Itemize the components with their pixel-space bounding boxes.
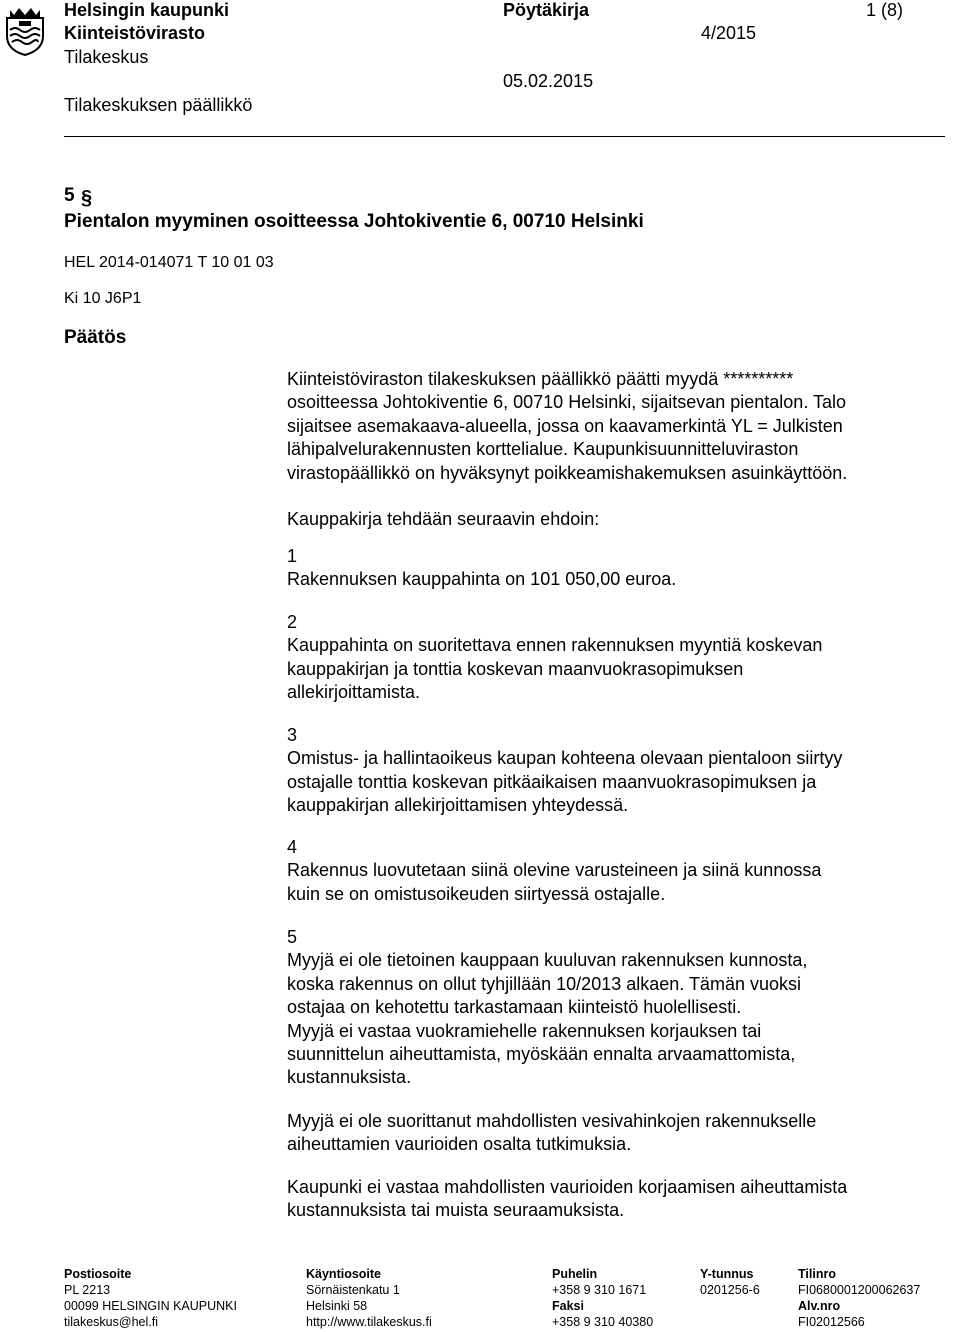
section-title: Pientalon myyminen osoitteessa Johtokiventie 6, 00710 Helsinki [64, 211, 644, 232]
term-line: Rakennuksen kauppahinta on 101 050,00 euroa. [287, 569, 677, 590]
extra-line: Kaupunki ei vastaa mahdollisten vaurioiden korjaamisen aiheuttamista [287, 1177, 848, 1197]
extra-line: Myyjä ei ole suorittanut mahdollisten vesivahinkojen rakennukselle [287, 1111, 817, 1131]
footer-value: FI02012566 [798, 1315, 865, 1329]
unit-name: Tilakeskus [64, 47, 149, 67]
term-number: 5 [287, 927, 298, 947]
footer-value: +358 9 310 1671 [552, 1283, 647, 1297]
term-line: Myyjä ei vastaa vuokramiehelle rakennuksen korjauksen tai [287, 1020, 762, 1041]
term-line: kustannuksista. [287, 1067, 412, 1088]
footer-label: Käyntiosoite [306, 1267, 382, 1281]
term-line: Myyjä ei ole tietoinen kauppaan kuuluvan rakennuksen kunnosta, [287, 950, 808, 971]
section-number: 5 [64, 185, 75, 206]
term-4 [287, 836, 927, 906]
term-number: 4 [287, 837, 298, 857]
doc-number: 4/2015 [701, 23, 757, 43]
footer-email-link[interactable]: tilakeskus@hel.fi [64, 1315, 158, 1329]
intro-line: sijaitsee asemakaava-alueella, jossa on kaavamerkintä YL = Julkisten [287, 415, 843, 436]
footer-value: Helsinki 58 [306, 1299, 368, 1313]
term-line: koska rakennus on ollut tyhjillään 10/2013 alkaen. Tämän vuoksi [287, 973, 801, 994]
term-line: ostajaa on kehotettu tarkastamaan kiinteistö huolellisesti. [287, 997, 742, 1018]
footer-value: 00099 HELSINGIN KAUPUNKI [64, 1299, 237, 1313]
term-1 [287, 545, 927, 592]
term-5 [287, 926, 927, 1090]
footer-label: Tilinro [798, 1267, 836, 1281]
term-line: allekirjoittamista. [287, 682, 421, 703]
footer-label: Postiosoite [64, 1267, 132, 1281]
extra-line: aiheuttamien vaurioiden osalta tutkimuksia. [287, 1134, 632, 1155]
extra-line: kustannuksista tai muista seuraamuksista. [287, 1200, 625, 1221]
footer-label: Puhelin [552, 1267, 598, 1281]
role-name: Tilakeskuksen päällikkö [64, 95, 253, 115]
intro-line: osoitteessa Johtokiventie 6, 00710 Helsinki, sijaitsevan pientalon. Talo [287, 392, 847, 413]
term-number: 3 [287, 725, 298, 745]
doc-type: Pöytäkirja [503, 0, 590, 20]
term-line: Kauppahinta on suoritettava ennen rakennuksen myyntiä koskevan [287, 635, 823, 656]
ki-code: Ki 10 J6P1 [64, 290, 142, 307]
extra-paragraph-1 [287, 1110, 927, 1157]
term-number: 1 [287, 546, 298, 566]
page-number: 1 (8) [866, 0, 904, 20]
footer-value: 0201256-6 [700, 1283, 760, 1297]
org-name: Helsingin kaupunki [64, 0, 230, 20]
svg-text:§: § [81, 187, 93, 209]
section-sign-icon [80, 185, 94, 209]
footer-value: +358 9 310 40380 [552, 1315, 654, 1329]
extra-paragraph-2 [287, 1176, 927, 1223]
term-line: kauppakirjan ja tonttia koskevan maanvuokrasopimuksen [287, 658, 744, 679]
footer-label: Faksi [552, 1299, 584, 1313]
term-2 [287, 611, 927, 705]
footer-value: FI0680001200062637 [798, 1283, 921, 1297]
term-line: kauppakirjan allekirjoittamisen yhteydessä. [287, 795, 629, 816]
term-line: kuin se on omistusoikeuden siirtyessä ostajalle. [287, 883, 666, 904]
footer-ytunnus [700, 1266, 760, 1298]
intro-line: Kiinteistöviraston tilakeskuksen päällikkö päätti myydä ********** [287, 369, 794, 389]
footer-website-link[interactable]: http://www.tilakeskus.fi [306, 1315, 432, 1329]
footer-account [798, 1266, 920, 1330]
helsinki-crest-logo [4, 4, 46, 56]
footer-phone [552, 1266, 653, 1330]
term-number: 2 [287, 612, 298, 632]
intro-paragraph [287, 368, 927, 485]
doc-date: 05.02.2015 [503, 71, 594, 91]
intro-line: virastopäällikkö on hyväksynyt poikkeamishakemuksen asuinkäyttöön. [287, 462, 848, 483]
term-3 [287, 724, 927, 818]
footer-label: Alv.nro [798, 1299, 841, 1313]
decision-heading: Päätös [64, 327, 127, 348]
footer-postiosoite [64, 1266, 237, 1330]
header-divider [64, 136, 945, 137]
footer-value: PL 2213 [64, 1283, 111, 1297]
terms-intro: Kauppakirja tehdään seuraavin ehdoin: [287, 509, 600, 529]
term-line: Omistus- ja hallintaoikeus kaupan kohteena olevaan pientaloon siirtyy [287, 748, 843, 769]
footer-label: Y-tunnus [700, 1267, 754, 1281]
term-line: Rakennus luovutetaan siinä olevine varusteineen ja siinä kunnossa [287, 860, 822, 881]
footer-value: Sörnäistenkatu 1 [306, 1283, 400, 1297]
case-id: HEL 2014-014071 T 10 01 03 [64, 254, 274, 271]
term-line: ostajalle tonttia koskevan pitkäaikaisen maanvuokrasopimuksen ja [287, 771, 817, 792]
footer-kayntiosoite [306, 1266, 432, 1330]
term-line: suunnittelun aiheuttamista, myöskään ennalta arvaamattomista, [287, 1044, 796, 1065]
dept-name: Kiinteistövirasto [64, 23, 206, 43]
intro-line: lähipalvelurakennusten korttelialue. Kaupunkisuunnitteluviraston [287, 439, 799, 460]
